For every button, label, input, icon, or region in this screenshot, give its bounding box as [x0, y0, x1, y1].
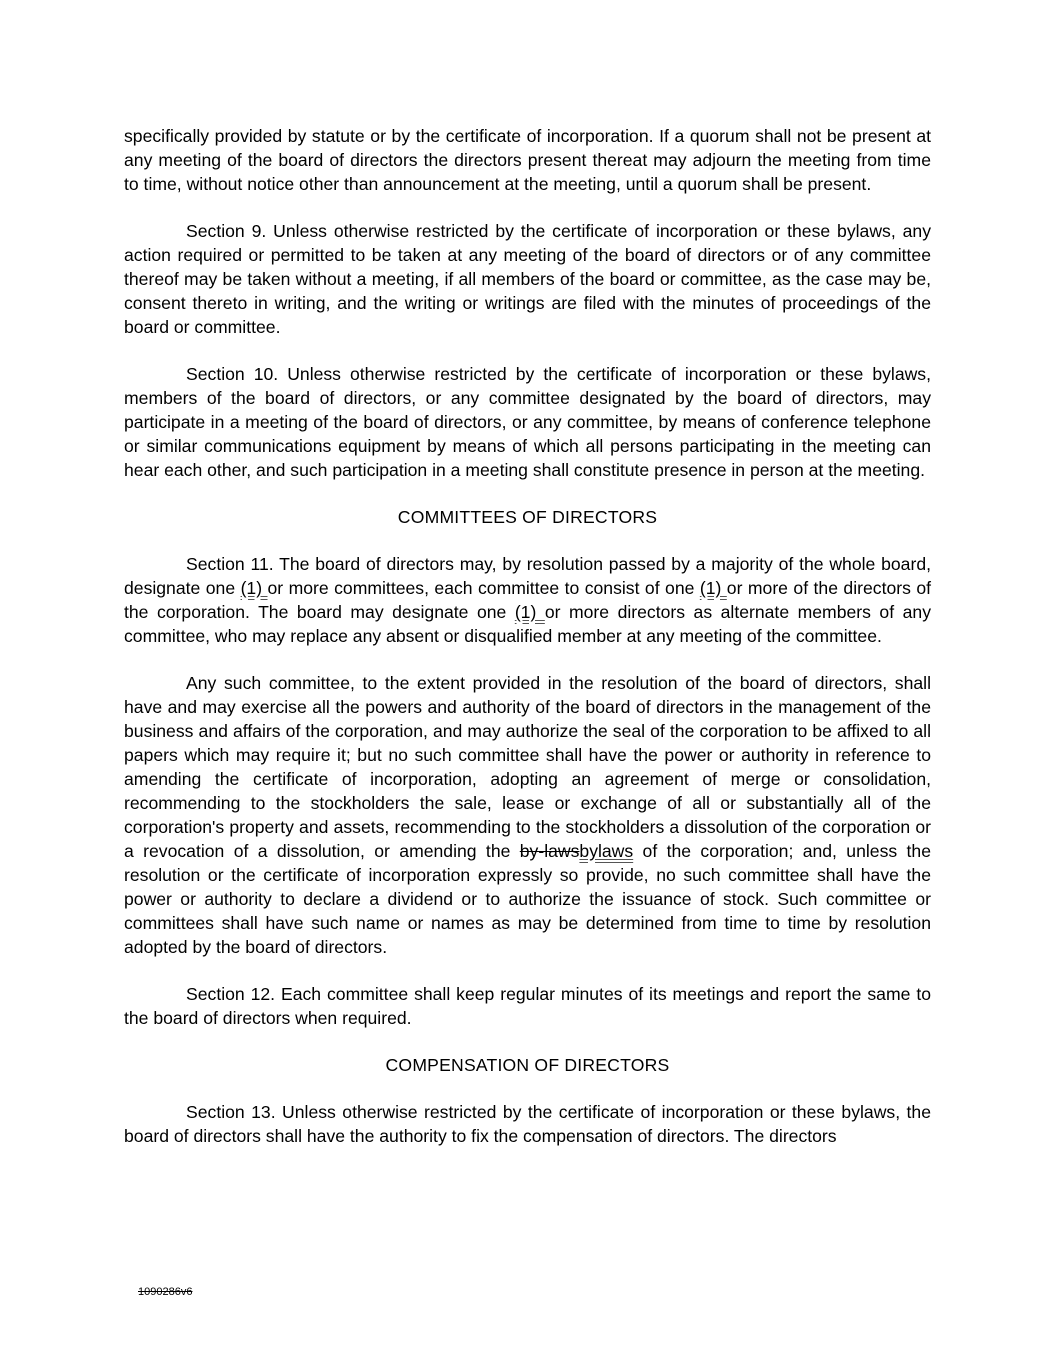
committee-powers-text-1: Any such committee, to the extent provided in the resolution of the board of directors, shall have and may exercise all the powers and authority of the board of directors in the management of the business and affairs of the corporation, and may authorize the seal of the corporation to be affixed to all papers which may require it; but no such committee shall have the power or authority in reference to amending the certificate of incorporation, adopting an agreement of merge or consolidation, recommending to the stockholders the sale, lease or exchange of all or substantially all of the corporation's property and assets, recommending to the stockholders a dissolution of the corporation or a revocation of a dissolution, or amending the — [124, 673, 931, 861]
paragraph-section-13: Section 13. Unless otherwise restricted by the certificate of incorporation or these bylaws, the board of directors shall have the authority to fix the compensation of directors. The directors — [124, 1102, 931, 1146]
section-11-text-4: or more directors as alternate members of any committee, who may replace any absent or disqualified member at any meeting of the committee. — [124, 602, 931, 646]
section-11-text-3: or more of the directors of the corporation. The board may designate one — [124, 578, 932, 622]
inserted-text-2: (1) — [699, 578, 727, 598]
inserted-text-bylaws: bylaws — [579, 841, 634, 861]
document-body — [124, 124, 931, 1171]
footer-document-id: 1090286v6 — [138, 1286, 193, 1298]
heading-compensation-of-directors: COMPENSATION OF DIRECTORS — [385, 1055, 670, 1075]
paragraph-section-12: Section 12. Each committee shall keep regular minutes of its meetings and report the same to the board of directors when required. — [124, 984, 931, 1028]
paragraph-committee-powers — [124, 671, 931, 959]
heading-committees-of-directors: COMMITTEES OF DIRECTORS — [397, 507, 658, 527]
committee-powers-text-2: of the corporation; and, unless the resolution or the certificate of incorporation expressly so provide, no such committee shall have the power or authority to declare a dividend or to authorize the issuance of stock. Such committee or committees shall have such name or names as may be determined from time to time by resolution adopted by the board of directors. — [124, 841, 931, 957]
paragraph-section-11 — [124, 552, 931, 648]
deleted-text-bylaws: by-laws — [519, 841, 580, 861]
section-11-text-1: Section 11. The board of directors may, by resolution passed by a majority of the whole board, designate one — [124, 554, 931, 598]
inserted-text-1: (1) — [240, 578, 268, 598]
paragraph-section-10: Section 10. Unless otherwise restricted by the certificate of incorporation or these bylaws, members of the board of directors, or any committee designated by the board of directors, may participate in a meeting of the board of directors, or any committee, by means of conference telephone or similar communications equipment by means of which all persons participating in the meeting can hear each other, and such participation in a meeting shall constitute presence in person at the meeting. — [124, 364, 931, 480]
section-11-text-2: or more committees, each committee to consist of one — [267, 578, 700, 598]
paragraph-quorum-continued: specifically provided by statute or by the certificate of incorporation. If a quorum shall not be present at any meeting of the board of directors the directors present thereat may adjourn the meeting from time to time, without notice other than announcement at the meeting, until a quorum shall be present. — [124, 126, 931, 194]
paragraph-section-9: Section 9. Unless otherwise restricted by the certificate of incorporation or these bylaws, any action required or permitted to be taken at any meeting of the board of directors or of any committee thereof may be taken without a meeting, if all members of the board or committee, as the case may be, consent thereto in writing, and the writing or writings are filed with the minutes of proceedings of the board or committee. — [124, 221, 931, 337]
inserted-text-3: (1) — [514, 602, 545, 622]
